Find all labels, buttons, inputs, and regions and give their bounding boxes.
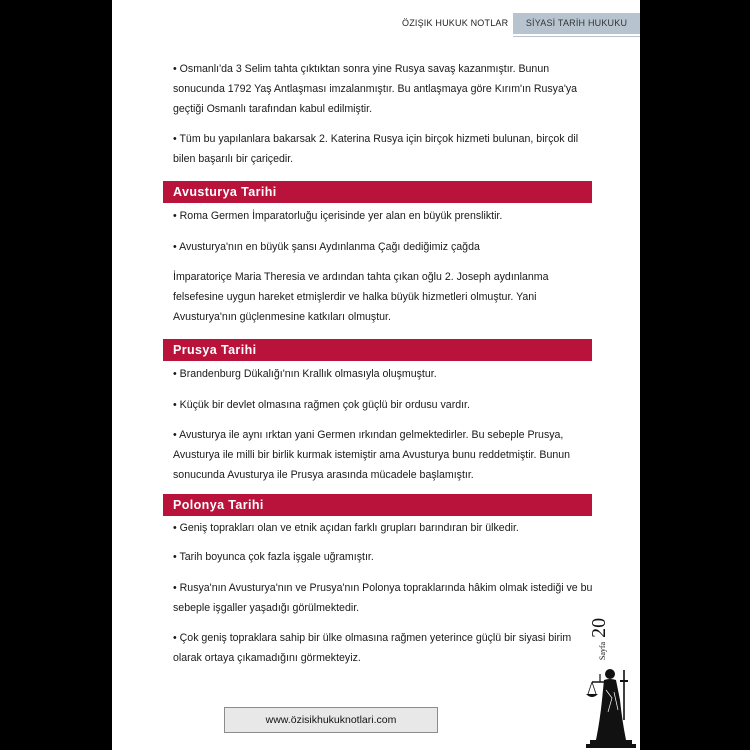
header-divider (513, 36, 640, 37)
paragraph: • Küçük bir devlet olmasına rağmen çok güçlü bir ordusu vardır. (173, 399, 470, 411)
paragraph: • Avusturya ile aynı ırktan yani Germen ırkından gelmektedirler. Bu sebeple Prusya, Avusturya ile milli bir birlik kurmak istemiştir ama Avusturya bunu reddetmiştir. Bunun sonucunda Avusturya ile Prusya arasında mücadele başlamıştır. (173, 429, 571, 481)
paragraph: İmparatoriçe Maria Theresia ve ardından tahta çıkan oğlu 2. Joseph aydınlanma felsefesine uygun hareket etmişlerdir ve halka büyük hizmetleri olmuştur. Yani Avusturya'nın güçlenmesine katkıları olmuştur. (173, 271, 549, 323)
paragraph: • Osmanlı'da 3 Selim tahta çıktıktan sonra yine Rusya savaş kazanmıştır. Bunun sonucunda 1792 Yaş Antlaşması imzalanmıştır. Bu antlaşmaya göre Kırım'ın Rusya'ya geçtiği Osmanlı tarafından kabul edilmiştir. (173, 63, 578, 115)
website-link[interactable]: www.özisikhukuknotlari.com (224, 707, 438, 733)
paragraph: • Çok geniş topraklara sahip bir ülke olmasına rağmen yeterince güçlü bir siyasi birim olarak ortaya çıkamadığını görmekteyiz. (173, 632, 572, 664)
paragraph: • Rusya'nın Avusturya'nın ve Prusya'nın Polonya topraklarında hâkim olmak istediği ve bu sebeple işgaller yaşadığı görülmektedir. (173, 582, 593, 614)
section-heading-avusturya: Avusturya Tarihi (163, 181, 592, 203)
paragraph: • Tarih boyunca çok fazla işgale uğramıştır. (173, 551, 374, 563)
paragraph: • Avusturya'nın en büyük şansı Aydınlanma Çağı dediğimiz çağda (173, 241, 480, 253)
document-page (112, 0, 640, 750)
section-heading-polonya: Polonya Tarihi (163, 494, 592, 516)
section-heading-prusya: Prusya Tarihi (163, 339, 592, 361)
paragraph: • Brandenburg Dükalığı'nın Krallık olmasıyla oluşmuştur. (173, 368, 437, 380)
paragraph: • Geniş toprakları olan ve etnik açıdan farklı grupları barındıran bir ülkedir. (173, 522, 519, 534)
page-number-value: 20 (588, 617, 610, 638)
paragraph: • Roma Germen İmparatorluğu içerisinde yer alan en büyük prensliktir. (173, 210, 503, 222)
header-section-tab: SİYASİ TARİH HUKUKU (513, 13, 640, 34)
page-label: Sayfa (598, 641, 607, 661)
header-brand: ÖZIŞIK HUKUK NOTLAR (402, 18, 509, 28)
lady-justice-icon (578, 660, 638, 748)
paragraph: • Tüm bu yapılanlara bakarsak 2. Katerina Rusya için birçok hizmeti bulunan, birçok dil bilen başarılı bir çariçedir. (173, 133, 579, 165)
